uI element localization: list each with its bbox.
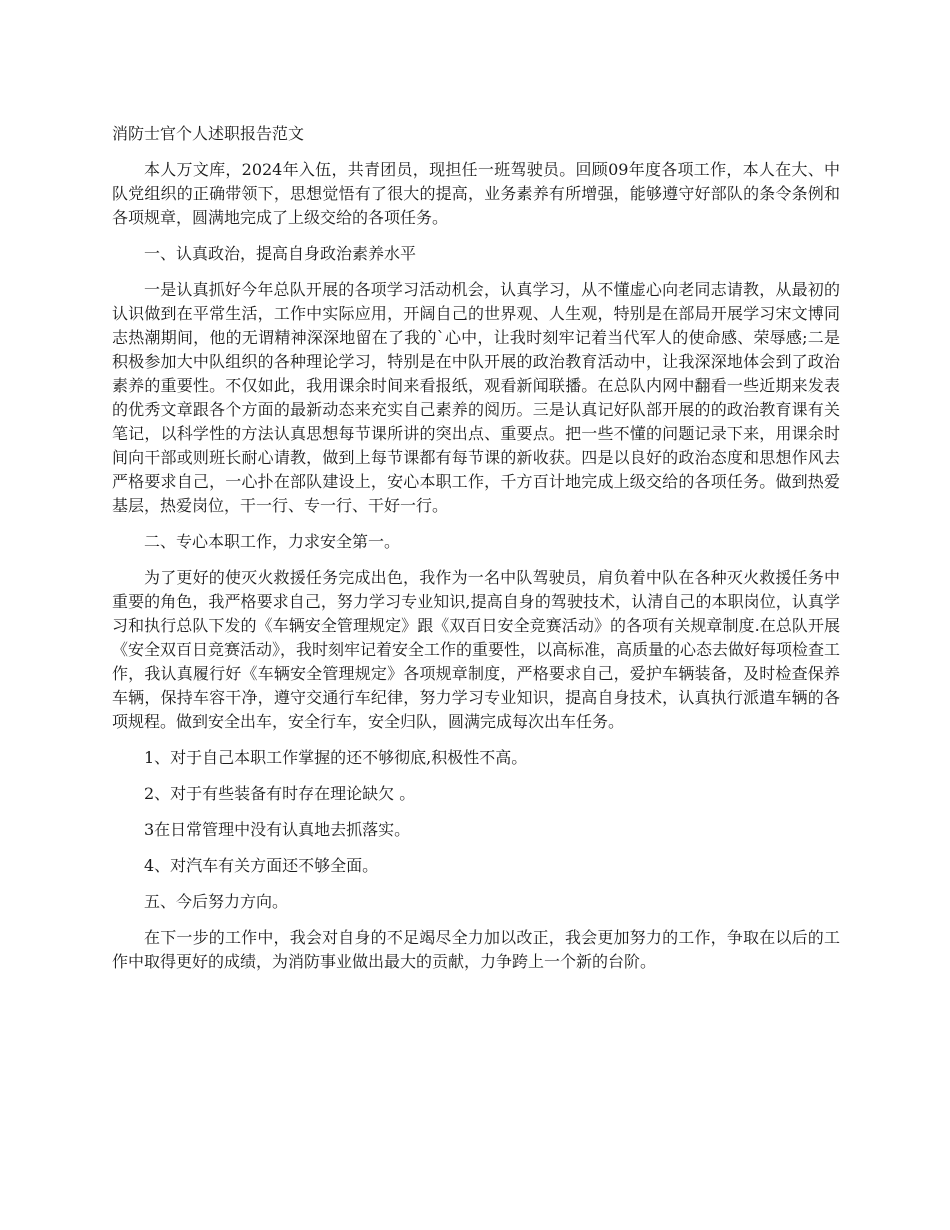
document-page	[112, 122, 840, 986]
document-title: 消防士官个人述职报告范文	[112, 124, 305, 143]
paragraph-future: 在下一步的工作中，我会对自身的不足竭尽全力加以改正，我会更加努力的工作，争取在以后的工作中取得更好的成绩，为消防事业做出最大的贡献，力争跨上一个新的台阶。	[112, 928, 840, 971]
shortcoming-item-1: 1、对于自己本职工作掌握的还不够彻底,积极性不高。	[144, 748, 528, 767]
shortcoming-item-4: 4、对汽车有关方面还不够全面。	[144, 856, 379, 875]
section-heading-future: 五、今后努力方向。	[144, 892, 289, 911]
paragraph-politics: 一是认真抓好今年总队开展的各项学习活动机会，认真学习，从不懂虚心向老同志请教，从最初的认识做到在平常生活，工作中实际应用，开阔自己的世界观、人生观，特别是在部局开展学习宋文博同志热潮期间，他的无谓精神深深地留在了我的`心中，让我时刻牢记着当代军人的使命感、荣辱感;二是积极参加大中队组织的各种理论学习，特别是在中队开展的政治教育活动中，让我深深地体会到了政治素养的重要性。不仅如此，我用课余时间来看报纸，观看新闻联播。在总队内网中翻看一些近期来发表的优秀文章跟各个方面的最新动态来充实自己素养的阅历。三是认真记好队部开展的的政治教育课有关笔记，以科学性的方法认真思想每节课所讲的突出点、重要点。把一些不懂的问题记录下来，用课余时间向干部或则班长耐心请教，做到上每节课都有每节课的新收获。四是以良好的政治态度和思想作风去严格要求自己，一心扑在部队建设上，安心本职工作，千方百计地完成上级交给的各项任务。做到热爱基层，热爱岗位，干一行、专一行、干好一行。	[112, 280, 840, 515]
section-heading-politics: 一、认真政治，提高自身政治素养水平	[144, 244, 417, 263]
shortcoming-item-3: 3在日常管理中没有认真地去抓落实。	[144, 820, 411, 839]
section-heading-duty: 二、专心本职工作，力求安全第一。	[144, 532, 401, 551]
paragraph-duty: 为了更好的使灭火救援任务完成出色，我作为一名中队驾驶员，肩负着中队在各种灭火救援任务中重要的角色，我严格要求自己，努力学习专业知识,提高自身的驾驶技术，认清自己的本职岗位，认真学习和执行总队下发的《车辆安全管理规定》跟《双百日安全竞赛活动》的各项有关规章制度.在总队开展《安全双百日竞赛活动》，我时刻牢记着安全工作的重要性，以高标准，高质量的心态去做好每项检查工作，我认真履行好《车辆安全管理规定》各项规章制度，严格要求自己，爱护车辆装备，及时检查保养车辆，保持车容干净，遵守交通行车纪律，努力学习专业知识，提高自身技术，认真执行派遣车辆的各项规程。做到安全出车，安全行车，安全归队，圆满完成每次出车任务。	[112, 568, 841, 731]
shortcoming-item-2: 2、对于有些装备有时存在理论缺欠 。	[144, 784, 416, 803]
paragraph-intro: 本人万文库，2024年入伍，共青团员，现担任一班驾驶员。回顾09年度各项工作，本人在大、中队党组织的正确带领下，思想觉悟有了很大的提高，业务素养有所增强，能够遵守好部队的条令条例和各项规章，圆满地完成了上级交给的各项任务。	[112, 160, 840, 227]
